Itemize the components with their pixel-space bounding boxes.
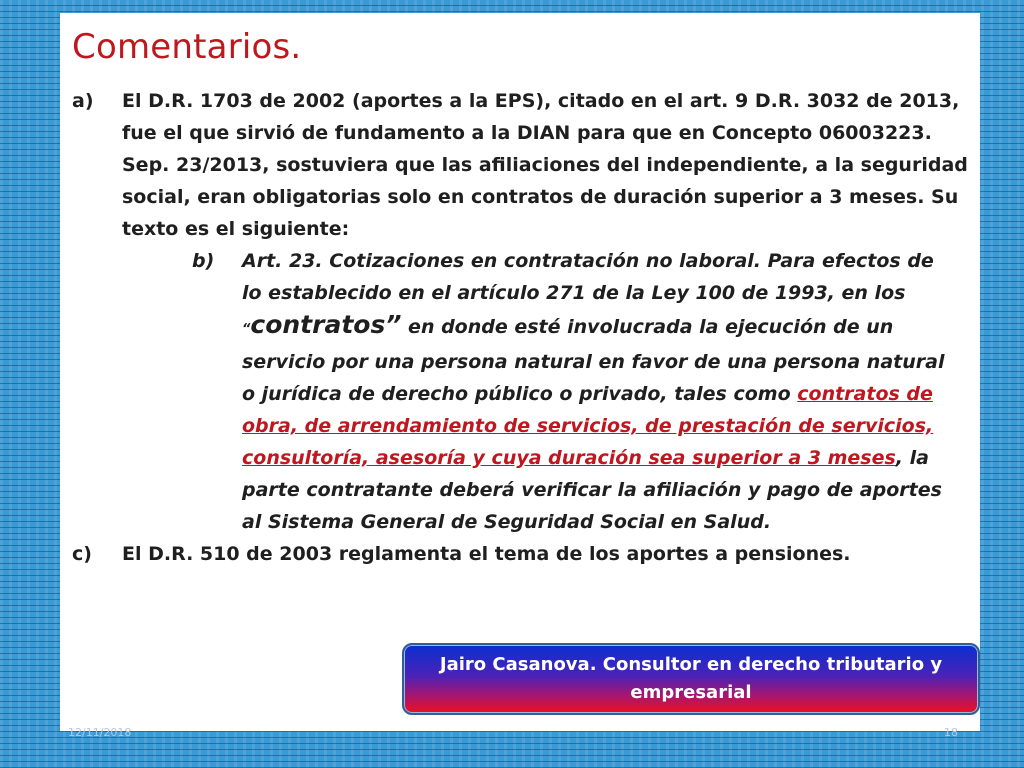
- list-marker-b: b): [192, 250, 215, 272]
- open-quote: “: [242, 322, 251, 337]
- list-marker-a: a): [72, 90, 94, 112]
- list-item-b-quote: [72, 245, 972, 538]
- list-item-a: [72, 85, 972, 245]
- list-marker-c: c): [72, 543, 92, 565]
- quote-text-3: , la parte contratante deberá verificar la afiliación y pago de aportes al Sistema General de Seguridad Social en Salud.: [242, 447, 942, 533]
- slide-content: [60, 13, 980, 731]
- slide-date: 12/11/2018: [68, 726, 132, 739]
- item-c-text: El D.R. 510 de 2003 reglamenta el tema de los aportes a pensiones.: [122, 543, 851, 565]
- slide-page-number: 18: [944, 726, 958, 739]
- highlighted-contract-types: contratos de obra, de arrendamiento de servicios, de prestación de servicios, consultoría, asesoría y cuya duración sea superior a 3 meses: [242, 383, 934, 469]
- slide-title: Comentarios.: [72, 27, 302, 67]
- slide-body: [72, 85, 972, 570]
- emphasized-word: contratos”: [250, 310, 402, 339]
- quote-text-2: en donde esté involucrada la ejecución de un servicio por una persona natural en favor de una persona natural o jurídica de derecho público o privado, tales como: [242, 316, 945, 405]
- item-a-text: El D.R. 1703 de 2002 (aportes a la EPS), citado en el art. 9 D.R. 3032 de 2013, fue el que sirvió de fundamento a la DIAN para que en Concepto 06003223. Sep. 23/2013, sostuviera que las afiliaciones del independiente, a la seguridad social, eran obligatorias solo en contratos de duración superior a 3 meses. Su texto es el siguiente:: [122, 90, 968, 240]
- author-banner: Jairo Casanova. Consultor en derecho tributario y empresarial: [402, 643, 980, 715]
- quote-text-1: Art. 23. Cotizaciones en contratación no laboral. Para efectos de lo establecido en el artículo 271 de la Ley 100 de 1993, en los: [242, 250, 934, 304]
- list-item-c: [72, 538, 972, 570]
